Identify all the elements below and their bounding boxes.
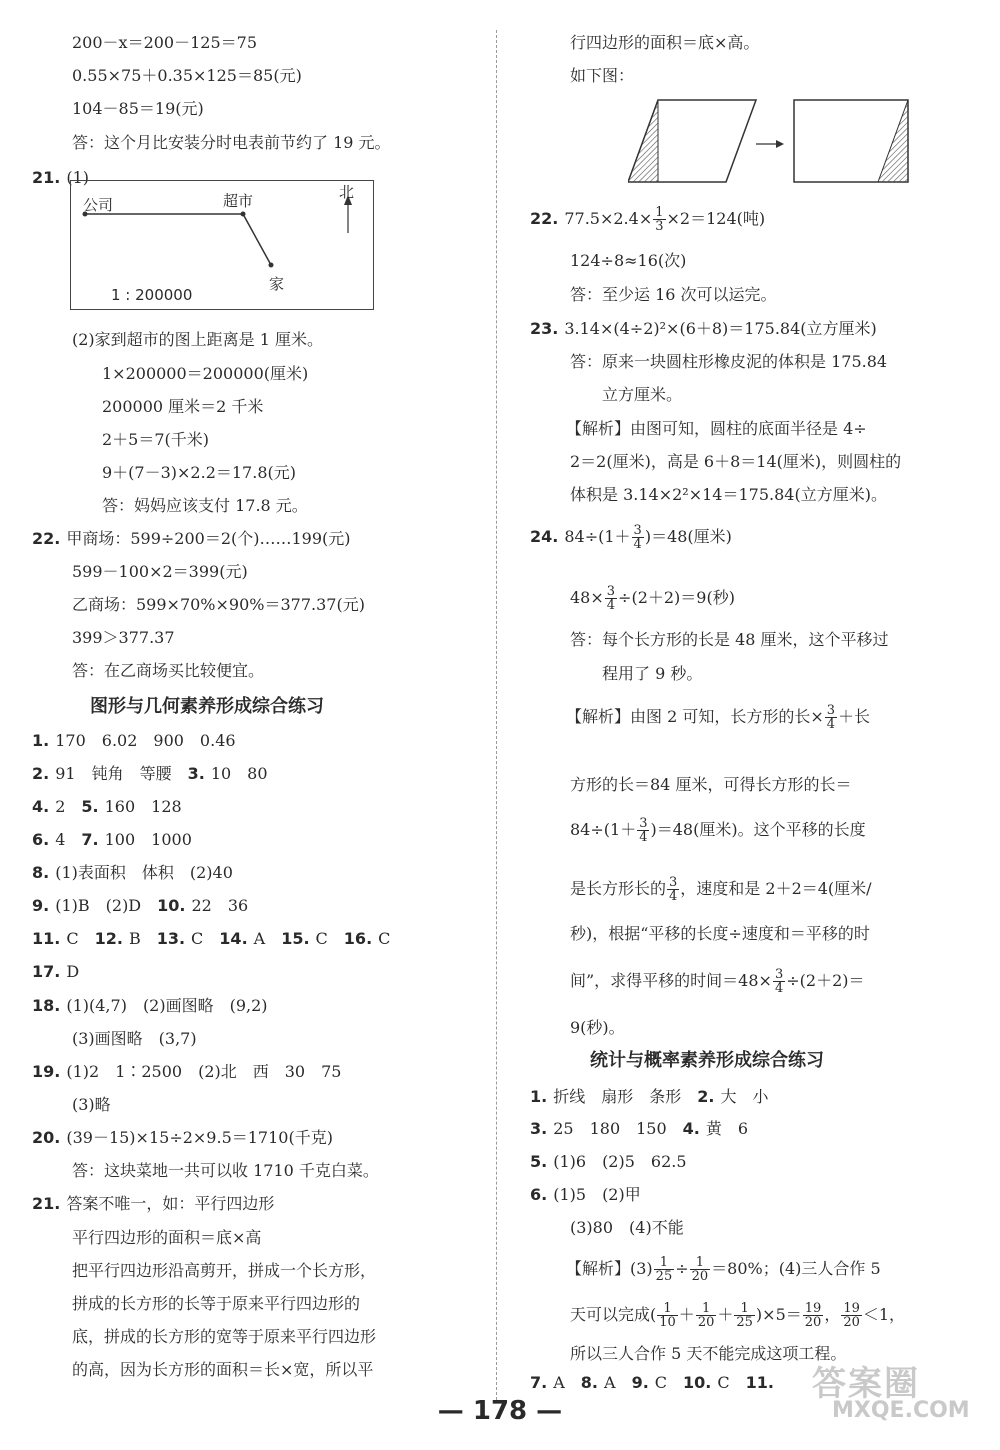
question-number: 21. [32, 1194, 61, 1213]
numerator: 3 [639, 816, 648, 831]
text-line: 399＞377.37 [72, 628, 175, 647]
answer-row [530, 1087, 768, 1107]
text-line: 体积是 3.14×2²×14＝175.84(立方厘米)。 [570, 485, 887, 504]
denominator: 4 [633, 537, 642, 552]
map-label-home: 家 [269, 275, 285, 293]
answer-row [570, 1218, 684, 1238]
fraction [657, 1302, 678, 1329]
denominator: 20 [697, 1315, 715, 1330]
explanation-text: 间”，求得平移的时间＝48× [570, 971, 772, 990]
section-title: 图形与几何素养形成综合练习 [90, 696, 324, 717]
answer-text: 拼成的长方形的长等于原来平行四边形的 [72, 1294, 361, 1313]
answer-text: (3)画图略 (3,7) [72, 1029, 197, 1048]
denominator: 20 [843, 1315, 860, 1330]
answer-text: (1)6 (2)5 62.5 [553, 1152, 687, 1171]
answer-text: (3)略 [72, 1095, 111, 1114]
denominator: 25 [736, 1315, 753, 1330]
explanation-line [570, 817, 866, 844]
explanation-text: 【解析】由图 2 可知，长方形的长× [566, 707, 824, 726]
answer-row [32, 764, 268, 784]
answer-text: C [654, 1373, 684, 1392]
numerator: 1 [696, 1302, 717, 1316]
answer-text: (1)表面积 体积 (2)40 [55, 863, 233, 882]
answer-text: (1)B (2)D [55, 896, 158, 915]
answer-row [32, 896, 248, 916]
question-number: 5. [530, 1152, 548, 1171]
question-number: 8. [580, 1373, 598, 1392]
answer-text: 91 钝角 等腰 [55, 764, 188, 783]
map-figure [70, 180, 374, 310]
formula-text: 77.5×2.4× [564, 209, 653, 228]
denominator: 25 [655, 1269, 673, 1284]
explanation-text: ， [824, 1305, 841, 1324]
explanation-text: 天可以完成( [570, 1305, 657, 1324]
question-number: 16. [343, 929, 373, 948]
numerator: 3 [633, 523, 642, 538]
fraction [803, 1302, 824, 1329]
answer-text: D [66, 962, 80, 981]
question-number: 21. [32, 168, 61, 187]
answer-text: (1)2 1∶2500 (2)北 西 30 75 [66, 1062, 342, 1081]
explanation-text: ＜1， [862, 1305, 906, 1324]
numerator: 1 [734, 1302, 755, 1316]
text-line: 答：妈妈应该支付 17.8 元。 [102, 496, 308, 515]
answer-text: A [604, 1373, 632, 1392]
fraction [637, 817, 649, 844]
answer-text: 的高，因为长方形的面积＝长×宽，所以平 [72, 1360, 374, 1379]
formula-text: )＝48(厘米) [644, 527, 732, 546]
question-number: 18. [32, 996, 61, 1015]
answer-text: 答：这块菜地一共可以收 1710 千克白菜。 [72, 1161, 379, 1180]
fraction [696, 1302, 717, 1329]
question-number: 10. [157, 896, 186, 915]
fraction [841, 1302, 862, 1329]
answer-text: 170 6.02 900 0.46 [55, 731, 236, 750]
answer-text: C [191, 929, 220, 948]
question-number: 12. [94, 929, 123, 948]
answer-row [530, 1119, 748, 1139]
numerator: 3 [826, 703, 836, 718]
text-line: 【解析】由图可知，圆柱的底面半径是 4÷ [566, 419, 867, 438]
text-line: 200－x＝200－125＝75 [72, 33, 258, 52]
text-line: 124÷8≈16(次) [570, 251, 687, 270]
answer-text: 把平行四边形沿高剪开，拼成一个长方形， [72, 1261, 377, 1280]
fraction [734, 1302, 755, 1329]
question-number: 7. [530, 1373, 548, 1392]
text-line: 程用了 9 秒。 [602, 664, 703, 683]
question-number: 24. [530, 527, 559, 546]
explanation-text: ＋长 [838, 707, 871, 726]
text-line: 9＋(7－3)×2.2＝17.8(元) [102, 463, 296, 482]
text-line: 1×200000＝200000(厘米) [102, 364, 309, 383]
text-line: 立方厘米。 [602, 385, 683, 404]
answer-text: C [315, 929, 344, 948]
question-number: 19. [32, 1062, 61, 1081]
text-line: 104－85＝19(元) [72, 99, 204, 118]
answer-row [32, 1194, 274, 1214]
question-number: 1. [530, 1087, 548, 1106]
numerator: 1 [657, 1302, 678, 1316]
answer-text: 折线 扇形 条形 [553, 1087, 698, 1106]
denominator: 3 [655, 219, 664, 234]
answer-text: 100 1000 [104, 830, 192, 849]
answer-text: (3)80 (4)不能 [570, 1218, 684, 1237]
answer-text: 25 180 150 [553, 1119, 683, 1138]
answer-row [72, 1360, 373, 1380]
fraction [667, 876, 679, 903]
answer-text: 大 小 [720, 1087, 769, 1106]
answer-row [32, 863, 233, 883]
formula-text: 48× [570, 588, 604, 607]
question-number: 11. [745, 1373, 774, 1392]
watermark-logo: 答案圈 [812, 1364, 920, 1404]
question-number: 20. [32, 1128, 61, 1147]
watermark-url: MXQE.COM [832, 1398, 970, 1423]
answer-text: (39－15)×15÷2×9.5＝1710(千克) [66, 1128, 333, 1147]
question-number: 3. [187, 764, 205, 783]
answer-row [32, 962, 79, 982]
denominator: 10 [659, 1315, 676, 1330]
question-number: 9. [631, 1373, 649, 1392]
denominator: 4 [826, 717, 836, 732]
answer-text: 平行四边形的面积＝底×高 [72, 1228, 262, 1247]
text-line: 9(秒)。 [570, 1018, 625, 1037]
answer-row [32, 996, 268, 1016]
explanation-text: 【解析】(3) [566, 1259, 653, 1278]
text-line: 秒)，根据“平移的长度÷速度和＝平移的时 [570, 924, 870, 943]
answer-row [32, 797, 182, 817]
map-label-company: 公司 [83, 196, 114, 214]
answer-row [530, 1185, 641, 1205]
answer-text: (1)5 (2)甲 [553, 1185, 641, 1204]
numerator: 3 [606, 584, 616, 599]
fraction [605, 585, 617, 612]
question-number: 1. [32, 731, 50, 750]
answer-text: 答案不唯一，如：平行四边形 [66, 1194, 275, 1213]
question-number: 9. [32, 896, 50, 915]
fraction [632, 524, 644, 551]
explanation-text: 是长方形长的 [570, 879, 667, 898]
text-line: 甲商场：599÷200＝2(个)……199(元) [66, 529, 351, 548]
answer-row [32, 929, 390, 949]
fraction [773, 968, 785, 995]
answer-row [530, 1373, 780, 1393]
question-22 [32, 529, 351, 549]
answer-row [32, 731, 236, 751]
explanation-text: ＝80%；(4)三人合作 5 [711, 1259, 881, 1278]
numerator: 1 [655, 205, 664, 220]
explanation-text: )＝48(厘米)。这个平移的长度 [650, 820, 866, 839]
text-line: 答：每个长方形的长是 48 厘米，这个平移过 [570, 630, 889, 649]
question-number: 2. [32, 764, 50, 783]
question-number: 4. [682, 1119, 700, 1138]
analysis-line [570, 1300, 905, 1330]
denominator: 20 [691, 1269, 709, 1284]
question-number: 22. [530, 209, 559, 228]
question-22 [530, 206, 765, 233]
answer-text: B [128, 929, 157, 948]
question-number: 23. [530, 319, 559, 338]
column-divider [496, 30, 497, 1400]
denominator: 4 [669, 889, 678, 904]
explanation-text: )×5＝ [755, 1305, 802, 1324]
text-line: 0.55×75＋0.35×125＝85(元) [72, 66, 302, 85]
answer-text: A [553, 1373, 581, 1392]
answer-text: A [253, 929, 282, 948]
answer-text: C [378, 929, 391, 948]
question-23 [530, 319, 877, 339]
formula-text: 3.14×(4÷2)²×(6＋8)＝175.84(立方厘米) [564, 319, 877, 338]
denominator: 4 [606, 598, 616, 613]
map-label-north: 北 [339, 183, 355, 201]
denominator: 4 [639, 830, 648, 845]
answer-text: (1)(4,7) (2)画图略 (9,2) [66, 996, 268, 1015]
answer-row [32, 830, 192, 850]
text-line: 所以三人合作 5 天不能完成这项工程。 [570, 1344, 847, 1363]
question-number: 15. [281, 929, 310, 948]
numerator: 3 [774, 967, 784, 982]
question-number: 10. [683, 1373, 712, 1392]
explanation-line [566, 704, 870, 731]
answer-text: 4 [55, 830, 82, 849]
answer-row [32, 1062, 341, 1082]
numerator: 19 [804, 1301, 822, 1316]
answer-row [72, 1029, 197, 1049]
answer-row [32, 1128, 333, 1148]
part-label: (1) [66, 168, 90, 187]
answer-row [72, 1261, 376, 1281]
text-line: (2)家到超市的图上距离是 1 厘米。 [72, 330, 324, 349]
text-line: 乙商场：599×70%×90%＝377.37(元) [72, 595, 365, 614]
answer-text: 160 128 [104, 797, 182, 816]
answer-row [72, 1095, 111, 1115]
answer-text: C [66, 929, 95, 948]
denominator: 20 [804, 1315, 822, 1330]
explanation-line [570, 968, 865, 995]
answer-text: 2 [55, 797, 82, 816]
question-number: 14. [219, 929, 248, 948]
parallelogram-figure [628, 96, 958, 186]
fraction [654, 1256, 675, 1283]
text-line: 2＋5＝7(千米) [102, 430, 210, 449]
answer-text: 黄 6 [705, 1119, 749, 1138]
numerator: 1 [690, 1256, 711, 1270]
explanation-text: ＋ [717, 1305, 734, 1324]
denominator: 4 [774, 981, 784, 996]
question-number: 4. [32, 797, 50, 816]
answer-text: 10 80 [210, 764, 268, 783]
text-line: 599－100×2＝399(元) [72, 562, 248, 581]
analysis-line [566, 1254, 881, 1284]
explanation-text: 84÷(1＋ [570, 820, 637, 839]
answer-row [72, 1294, 360, 1314]
numerator: 1 [654, 1256, 675, 1270]
text-line: 2＝2(厘米)，高是 6＋8＝14(厘米)，则圆柱的 [570, 452, 902, 471]
fraction [825, 704, 837, 731]
text-line: 行四边形的面积＝底×高。 [570, 33, 760, 52]
question-number: 6. [32, 830, 50, 849]
text-line: 答：在乙商场买比较便宜。 [72, 661, 265, 680]
explanation-text: ，速度和是 2＋2＝4(厘米/ [680, 879, 872, 898]
text-line: 答：原来一块圆柱形橡皮泥的体积是 175.84 [570, 352, 888, 371]
text-line: 答：这个月比安装分时电表前节约了 19 元。 [72, 133, 391, 152]
question-number: 17. [32, 962, 61, 981]
answer-row [72, 1327, 376, 1347]
answer-text: 22 36 [191, 896, 249, 915]
formula-text: ÷(2＋2)＝9(秒) [618, 588, 735, 607]
question-number: 8. [32, 863, 50, 882]
text-line: 如下图： [570, 66, 635, 85]
answer-row [72, 1161, 379, 1181]
question-number: 5. [81, 797, 99, 816]
question-number: 22. [32, 529, 61, 548]
answer-text: 底，拼成的长方形的宽等于原来平行四边形 [72, 1327, 377, 1346]
fraction [653, 206, 665, 233]
question-number: 3. [530, 1119, 548, 1138]
formula-text: ×2＝124(吨) [666, 209, 766, 228]
numerator: 19 [843, 1301, 860, 1316]
text-line: 方形的长＝84 厘米，可得长方形的长＝ [570, 775, 852, 794]
answer-row [530, 1152, 687, 1172]
section-title: 统计与概率素养形成综合练习 [590, 1050, 824, 1071]
formula-line [570, 585, 735, 612]
question-number: 6. [530, 1185, 548, 1204]
text-line: 200000 厘米＝2 千米 [102, 397, 264, 416]
question-number: 11. [32, 929, 61, 948]
question-number: 13. [156, 929, 186, 948]
question-number: 2. [697, 1087, 715, 1106]
formula-text: 84÷(1＋ [564, 527, 631, 546]
numerator: 3 [669, 875, 678, 890]
explanation-line [570, 876, 872, 903]
fraction [690, 1256, 711, 1283]
explanation-text: ＋ [678, 1305, 695, 1324]
explanation-text: ÷ [675, 1259, 689, 1278]
explanation-text: ÷(2＋2)＝ [786, 971, 865, 990]
answer-row [72, 1228, 261, 1248]
question-24 [530, 524, 732, 551]
text-line: 答：至少运 16 次可以运完。 [570, 285, 777, 304]
map-label-supermarket: 超市 [223, 192, 254, 210]
page-number: — 178 — [437, 1396, 563, 1426]
question-number: 7. [81, 830, 99, 849]
answer-text: C [717, 1373, 746, 1392]
map-scale: 1 : 200000 [111, 286, 193, 304]
